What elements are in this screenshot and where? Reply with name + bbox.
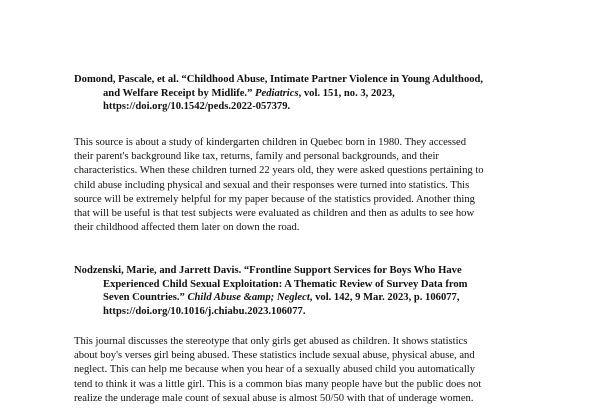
- annotation-1-line: their parent's background like tax, returns, family and personal backgrounds, and their: [74, 151, 439, 163]
- citation-1-doi[interactable]: https://doi.org/10.1542/peds.2022-057379.: [103, 101, 291, 113]
- annotation-2-line: about boy's verses girl being abused. These statistics include sexual abuse, physical abuse, and: [74, 350, 475, 362]
- annotation-2-line: tend to think it was a little girl. This is a common bias many people have but the public does not: [74, 378, 482, 390]
- journal-title: Pediatrics: [255, 87, 299, 99]
- annotation-2-line: realize the underage male count of sexual abuse is almost 50/50 with that of underage women.: [74, 392, 474, 404]
- annotation-2-line: This journal discusses the stereotype that only girls get abused as children. It shows statistics: [74, 336, 468, 347]
- annotation-1-line: child abuse including physical and sexual and their responses were turned into statistics. This: [74, 179, 470, 191]
- annotation-2-line: neglect. This can help me because when you hear of a sexually abused child you automatically: [74, 364, 476, 376]
- annotation-1-line: characteristics. When these children turned 22 years old, they were asked questions pertaining to: [74, 165, 484, 177]
- citation-2: [74, 264, 566, 318]
- citation-2-line-3: Seven Countries.” Child Abuse &amp; Neglect, vol. 142, 9 Mar. 2023, p. 106077,: [103, 292, 460, 304]
- citation-1-line-1: Domond, Pascale, et al. “Childhood Abuse, Intimate Partner Violence in Young Adulthood,: [74, 74, 484, 85]
- annotation-1-line: This source is about a study of kindergarten children in Quebec born in 1980. They accessed: [74, 137, 467, 148]
- annotation-1: [74, 136, 566, 235]
- citation-2-line-1: Nodzenski, Marie, and Jarrett Davis. “Frontline Support Services for Boys Who Have: [74, 265, 462, 276]
- annotation-1-line: source will be extremely helpful for my paper because of the statistics provided. Another thing: [74, 193, 475, 205]
- journal-title: Child Abuse &amp; Neglect: [187, 292, 310, 304]
- annotation-1-line: their childhood affected them later on down the road.: [74, 222, 300, 234]
- citation-1: [74, 73, 566, 114]
- annotation-2: [74, 335, 566, 406]
- citation-1-line-2: and Welfare Receipt by Midlife.” Pediatrics, vol. 151, no. 3, 2023,: [103, 87, 395, 99]
- annotation-1-line: that will be useful is that test subjects were evaluated as children and then as adults to see how: [74, 208, 475, 220]
- citation-2-line-2: Experienced Child Sexual Exploitation: A Thematic Review of Survey Data from: [103, 278, 468, 290]
- citation-2-doi[interactable]: https://doi.org/10.1016/j.chiabu.2023.106077.: [103, 305, 306, 317]
